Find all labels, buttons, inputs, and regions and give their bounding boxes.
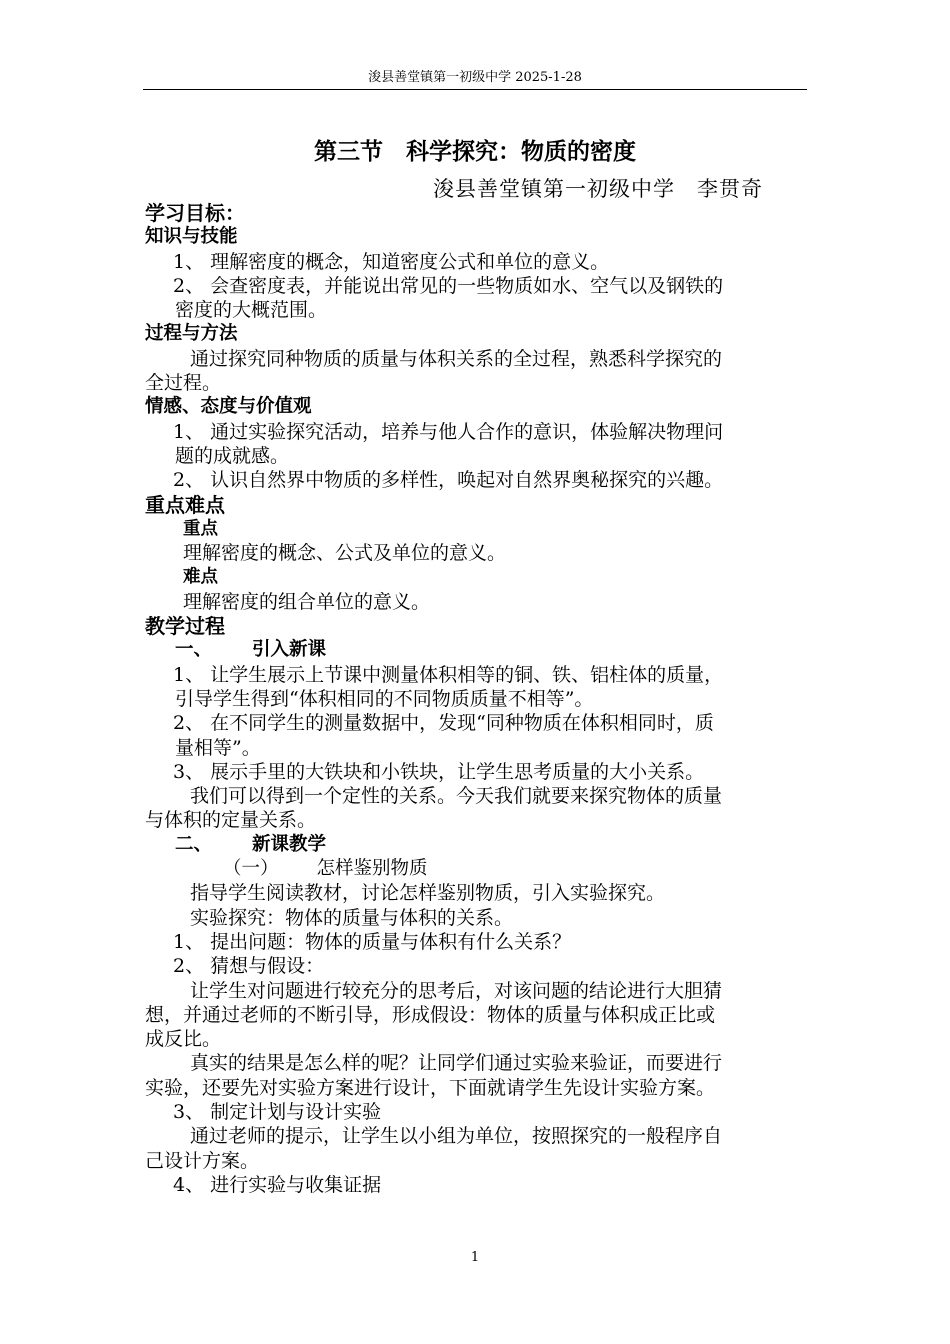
step-item: 4、 进行实验与收集证据 (173, 1173, 382, 1196)
part2-line: 实验探究：物体的质量与体积的关系。 (190, 906, 514, 929)
difficulty-text: 理解密度的组合单位的意义。 (183, 590, 431, 613)
objectives-heading: 学习目标： (145, 201, 245, 225)
keypoints-heading: 重点难点 (145, 492, 225, 517)
step-item: 1、 提出问题：物体的质量与体积有什么关系？ (173, 930, 572, 953)
part2-title: 新课教学 (252, 833, 327, 855)
hypothesis-paragraph-cont: 想，并通过老师的不断引导，形成假设：物体的质量与体积成正比或 (145, 1003, 716, 1026)
author-line: 浚县善堂镇第一初级中学 李贯奇 (433, 177, 763, 201)
process-heading: 过程与方法 (145, 323, 238, 345)
knowledge-item-cont: 密度的大概范围。 (175, 299, 328, 322)
emotion-item: 2、 认识自然界中物质的多样性，唤起对自然界奥秘探究的兴趣。 (173, 469, 724, 492)
process-text-cont: 全过程。 (145, 372, 222, 395)
verification-paragraph-cont: 实验，还要先对实验方案进行设计，下面就请学生先设计实验方案。 (145, 1076, 716, 1099)
key-text: 理解密度的概念、公式及单位的意义。 (183, 542, 507, 565)
step-item: 2、 猜想与假设： (173, 955, 325, 978)
page-header: 浚县善堂镇第一初级中学 2025-1-28 (143, 66, 807, 90)
part2-num: 二、 (175, 833, 213, 855)
subsection-title: 怎样鉴别物质 (316, 858, 428, 880)
part1-item: 1、 让学生展示上节课中测量体积相等的铜、铁、铝柱体的质量， (173, 663, 724, 686)
verification-paragraph: 真实的结果是怎么样的呢？让同学们通过实验来验证，而要进行 (190, 1052, 723, 1075)
process-text: 通过探究同种物质的质量与体积关系的全过程，熟悉科学探究的 (190, 347, 723, 370)
emotion-item-cont: 题的成就感。 (175, 444, 290, 467)
part1-item: 2、 在不同学生的测量数据中，发现“同种物质在体积相同时，质 (173, 712, 714, 735)
subsection-num: （一） (223, 858, 279, 880)
knowledge-heading: 知识与技能 (145, 226, 238, 248)
part1-item: 3、 展示手里的大铁块和小铁块，让学生思考质量的大小关系。 (173, 760, 705, 783)
difficulty-heading: 难点 (183, 567, 218, 588)
part1-heading (145, 638, 807, 662)
part1-num: 一、 (175, 639, 213, 661)
document-body (145, 201, 807, 1197)
hypothesis-paragraph-cont: 成反比。 (145, 1028, 222, 1051)
plan-paragraph: 通过老师的提示，让学生以小组为单位，按照探究的一般程序自 (190, 1125, 723, 1148)
part1-paragraph-cont: 与体积的定量关系。 (145, 809, 317, 832)
teaching-process-heading: 教学过程 (145, 614, 225, 639)
step-item: 3、 制定计划与设计实验 (173, 1100, 382, 1123)
hypothesis-paragraph: 让学生对问题进行较充分的思考后，对该问题的结论进行大胆猜 (190, 979, 723, 1002)
subsection-heading (145, 857, 807, 881)
part1-paragraph: 我们可以得到一个定性的关系。今天我们就要来探究物体的质量 (190, 785, 723, 808)
key-heading: 重点 (183, 518, 218, 539)
part1-title: 引入新课 (252, 639, 327, 661)
part1-item-cont: 量相等”。 (175, 736, 261, 759)
emotion-heading: 情感、态度与价值观 (145, 396, 312, 418)
knowledge-item: 1、 理解密度的概念，知道密度公式和单位的意义。 (173, 250, 610, 273)
emotion-item: 1、 通过实验探究活动，培养与他人合作的意识，体验解决物理问 (173, 420, 724, 443)
part2-heading (145, 833, 807, 857)
part2-line: 指导学生阅读教材，讨论怎样鉴别物质，引入实验探究。 (190, 882, 666, 905)
part1-item-cont: 引导学生得到“体积相同的不同物质质量不相等”。 (175, 687, 594, 710)
document-title: 第三节 科学探究：物质的密度 (314, 139, 636, 165)
knowledge-item: 2、 会查密度表，并能说出常见的一些物质如水、空气以及钢铁的 (173, 274, 724, 297)
page-number: 1 (470, 1250, 480, 1265)
plan-paragraph-cont: 己设计方案。 (145, 1149, 260, 1172)
